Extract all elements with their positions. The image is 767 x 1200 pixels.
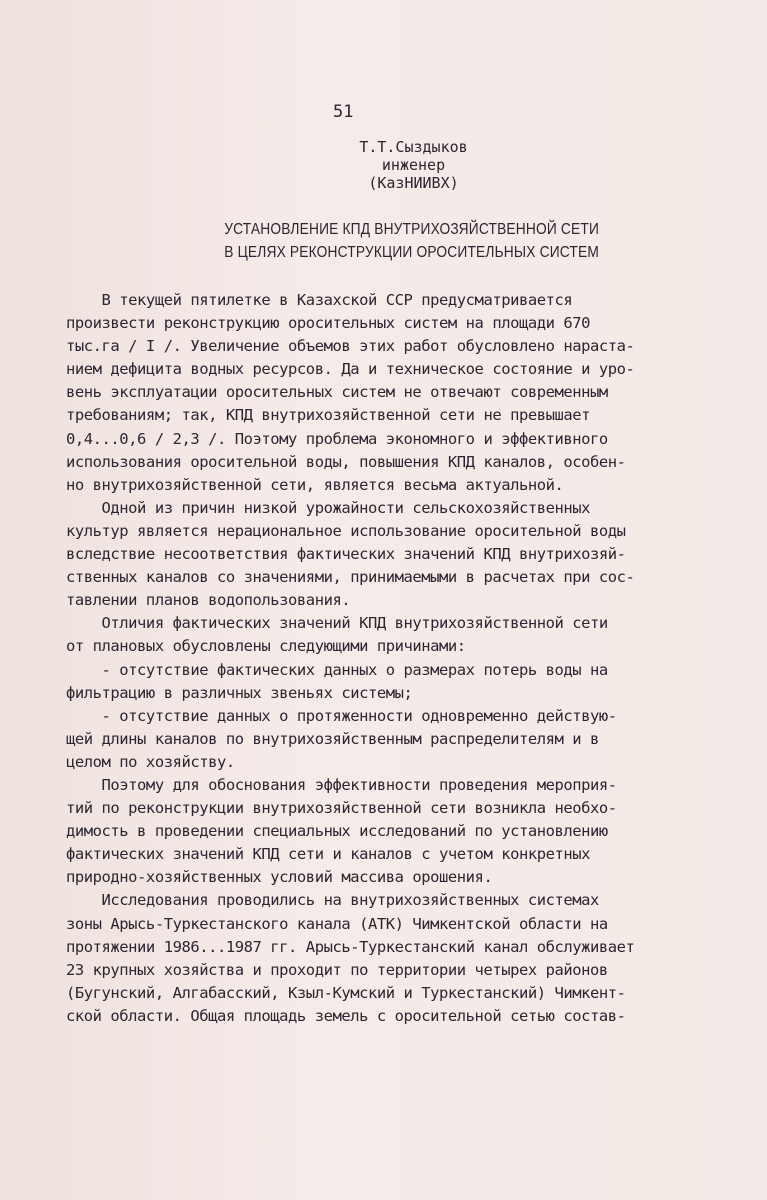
text-line: зоны Арысь-Туркестанского канала (АТК) Чимкентской области на bbox=[66, 914, 608, 933]
author-institute: (КазНИИВХ) bbox=[368, 174, 459, 192]
article-title bbox=[56, 218, 716, 264]
text-line: 0,4...0,6 / 2,3 /. Поэтому проблема экономного и эффективного bbox=[66, 429, 608, 448]
text-line: природно-хозяйственных условий массива орошения. bbox=[66, 868, 493, 887]
text-line: Исследования проводились на внутрихозяйственных системах bbox=[66, 891, 599, 910]
text-line: но внутрихозяйственной сети, является весьма актуальной. bbox=[66, 475, 564, 494]
author-block bbox=[0, 138, 767, 192]
author-position: инженер bbox=[381, 156, 446, 174]
text-line: В текущей пятилетке в Казахской ССР предусматривается bbox=[66, 291, 573, 309]
title-line: В ЦЕЛЯХ РЕКОНСТРУКЦИИ ОРОСИТЕЛЬНЫХ СИСТЕМ bbox=[224, 244, 599, 261]
body-text bbox=[66, 289, 656, 1028]
text-line: использования оросительной воды, повышения КПД каналов, особен- bbox=[66, 452, 626, 471]
text-line: щей длины каналов по внутрихозяйственным распределителям и в bbox=[66, 729, 599, 748]
text-line: тий по реконструкции внутрихозяйственной сети возникла необхо- bbox=[66, 799, 617, 818]
text-line: 23 крупных хозяйства и проходит по территории четырех районов bbox=[66, 960, 608, 979]
text-line: культур является нерациональное использование оросительной воды bbox=[66, 521, 626, 540]
text-line: требованиям; так, КПД внутрихозяйственной сети не превышает bbox=[66, 406, 591, 425]
text-line: Поэтому для обоснования эффективности проведения мероприя- bbox=[66, 775, 617, 794]
text-line: ской области. Общая площадь земель с оросительной сетью состав- bbox=[66, 1006, 626, 1025]
page-number: 51 bbox=[333, 102, 354, 122]
text-line: - отсутствие фактических данных о размерах потерь воды на bbox=[66, 660, 608, 679]
text-line: тавлении планов водопользования. bbox=[66, 591, 351, 610]
text-line: от плановых обусловлены следующими причинами: bbox=[66, 637, 466, 656]
text-line: димость в проведении специальных исследований по установлению bbox=[66, 822, 608, 841]
text-line: произвести реконструкцию оросительных систем на площади 670 bbox=[66, 314, 591, 333]
text-line: нием дефицита водных ресурсов. Да и техническое состояние и уро- bbox=[66, 360, 635, 379]
text-line: ственных каналов со значениями, принимаемыми в расчетах при сос- bbox=[66, 568, 635, 587]
text-line: - отсутствие данных о протяженности одновременно действую- bbox=[66, 706, 617, 725]
text-line: фильтрацию в различных звеньях системы; bbox=[66, 683, 413, 702]
text-line: вень эксплуатации оросительных систем не отвечают современным bbox=[66, 383, 608, 402]
text-line: протяжении 1986...1987 гг. Арысь-Туркестанский канал обслуживает bbox=[66, 937, 635, 956]
title-line: УСТАНОВЛЕНИЕ КПД ВНУТРИХОЗЯЙСТВЕННОЙ СЕТИ bbox=[224, 221, 600, 238]
author-name: Т.Т.Сыздыков bbox=[359, 138, 468, 156]
text-line: фактических значений КПД сети и каналов с учетом конкретных bbox=[66, 845, 591, 864]
text-line: целом по хозяйству. bbox=[66, 752, 235, 771]
text-line: (Бугунский, Алгабасский, Кзыл-Кумский и Туркестанский) Чимкент- bbox=[66, 983, 626, 1002]
text-line: Отличия фактических значений КПД внутрихозяйственной сети bbox=[66, 614, 608, 633]
text-line: вследствие несоответствия фактических значений КПД внутрихозяй- bbox=[66, 545, 626, 564]
text-line: Одной из причин низкой урожайности сельскохозяйственных bbox=[66, 498, 591, 517]
text-line: тыс.га / I /. Увеличение объемов этих работ обусловлено нараста- bbox=[66, 337, 635, 356]
